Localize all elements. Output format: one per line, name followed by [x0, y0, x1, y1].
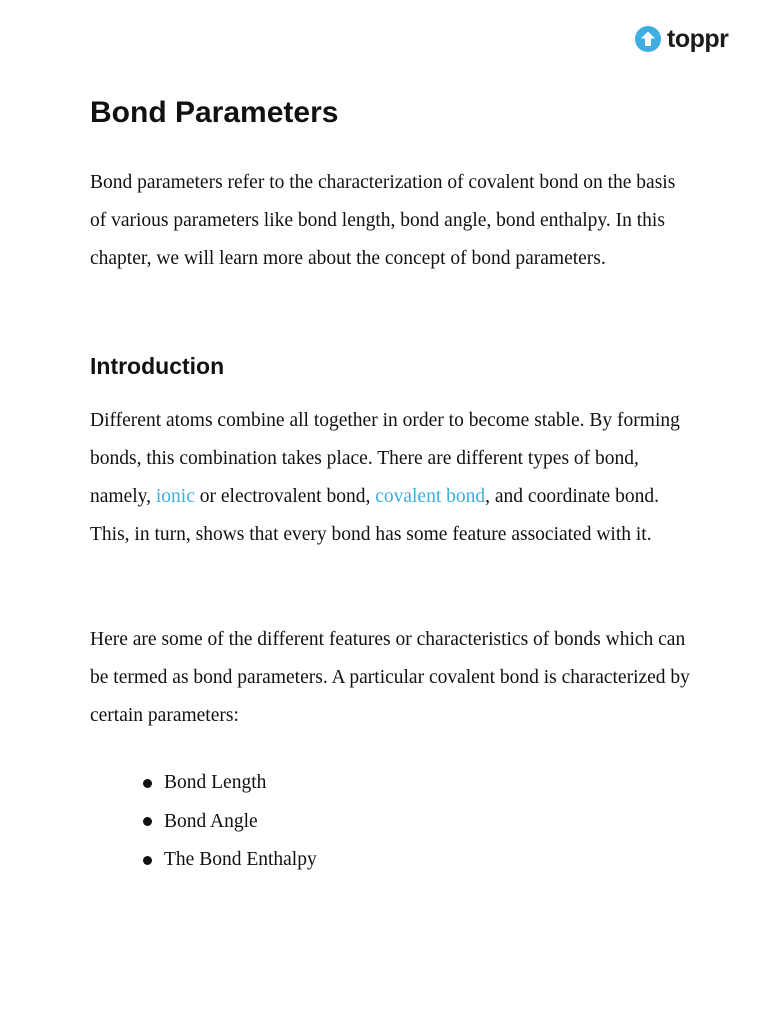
list-item-text: The Bond Enthalpy	[164, 849, 317, 870]
paragraph-text: Different atoms combine all together in order to become stable. By forming bonds, this combination takes place. There are different types of bond, namely,	[90, 410, 680, 507]
list-item	[140, 803, 317, 842]
bullet-icon	[143, 817, 152, 826]
features-paragraph: Here are some of the different features or characteristics of bonds which can be termed as bond parameters. A particular covalent bond is characterized by certain parameters:	[90, 629, 690, 726]
page-title: Bond Parameters	[90, 96, 339, 129]
toppr-logo[interactable]	[635, 26, 728, 52]
bullet-icon	[143, 779, 152, 788]
parameter-list	[140, 764, 317, 880]
list-item-text: Bond Angle	[164, 810, 258, 832]
toppr-logo-icon	[635, 26, 661, 52]
list-item-text: Bond Length	[164, 772, 267, 793]
introduction-paragraph	[90, 402, 690, 554]
list-item	[140, 764, 317, 803]
bullet-icon	[143, 856, 152, 865]
ionic-link[interactable]: ionic	[155, 486, 195, 507]
logo-text: toppr	[667, 25, 729, 53]
covalent-bond-link[interactable]: covalent bond	[375, 486, 486, 507]
paragraph-text: , and coordinate bond. This, in turn, shows that every bond has some feature associated with it.	[90, 486, 659, 545]
section-heading: Introduction	[90, 353, 225, 379]
intro-paragraph: Bond parameters refer to the characterization of covalent bond on the basis of various parameters like bond length, bond angle, bond enthalpy. In this chapter, we will learn more about the concept of bond parameters.	[90, 172, 676, 269]
list-item	[140, 841, 317, 880]
paragraph-text: or electrovalent bond,	[194, 486, 376, 507]
